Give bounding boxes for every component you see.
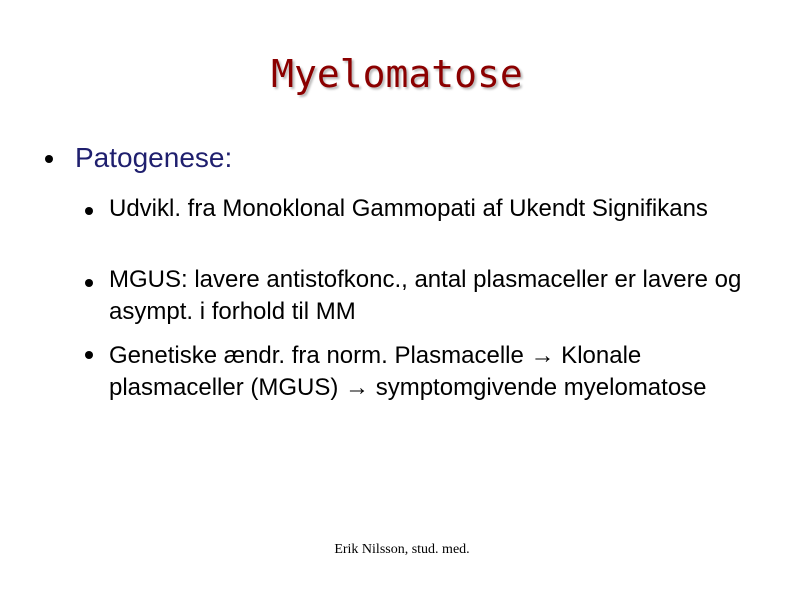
slide-title: Myelomatose <box>271 52 523 96</box>
bullet-icon <box>85 351 93 359</box>
footer-author: Erik Nilsson, stud. med. <box>334 542 470 557</box>
bullet-icon <box>85 279 93 287</box>
point-udvikl: Udvikl. fra Monoklonal Gammopati af Ukendt Signifikans <box>109 195 708 222</box>
bullet-icon <box>85 207 93 215</box>
point-genetiske: Genetiske ændr. fra norm. Plasmacelle → Klonale plasmaceller (MGUS) → symptomgivende myelomatose <box>109 342 707 401</box>
point-mgus: MGUS: lavere antistofkonc., antal plasmaceller er lavere og asympt. i forhold til MM <box>109 266 742 325</box>
heading-patogenese: Patogenese: <box>75 142 233 173</box>
bullet-icon <box>45 155 53 163</box>
